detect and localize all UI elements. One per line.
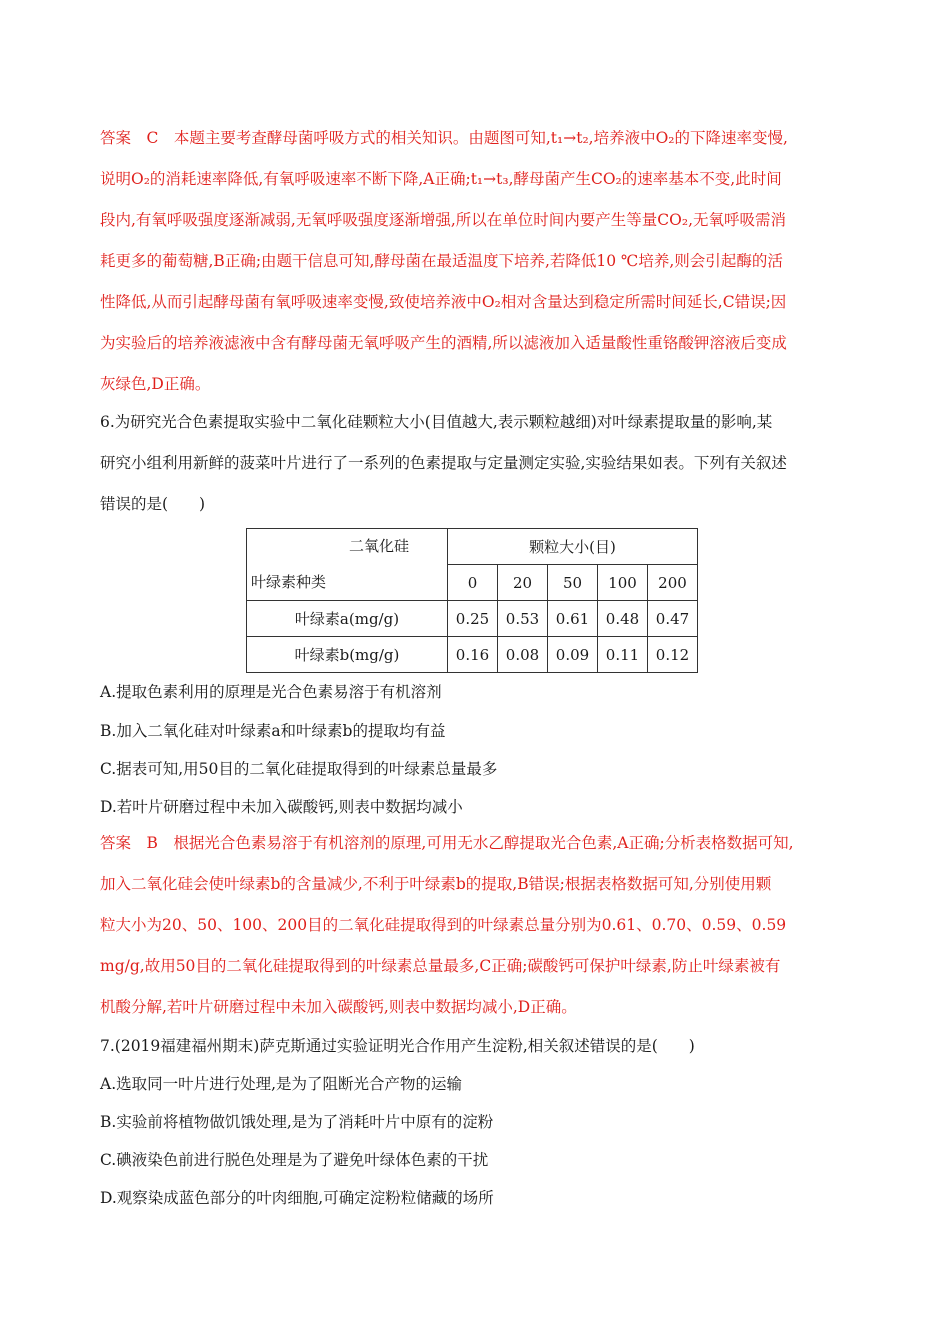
- question-7-option-d: D.观察染成蓝色部分的叶肉细胞,可确定淀粉粒储藏的场所: [100, 1189, 494, 1207]
- column-header: 200: [648, 565, 698, 601]
- question-6-stem-line: 错误的是( ): [100, 495, 206, 513]
- answer-6-line: 粒大小为20、50、100、200目的二氧化硅提取得到的叶绿素总量分别为0.61、0.70、0.59、0.59: [100, 916, 787, 934]
- corner-bottom-label: 叶绿素种类: [251, 573, 327, 591]
- question-6-option-b: B.加入二氧化硅对叶绿素a和叶绿素b的提取均有益: [100, 722, 446, 740]
- answer-6-line: 加入二氧化硅会使叶绿素b的含量减少,不利于叶绿素b的提取,B错误;根据表格数据可知,分别使用颗: [100, 875, 772, 893]
- answer-5-line: 耗更多的葡萄糖,B正确;由题干信息可知,酵母菌在最适温度下培养,若降低10 ℃培养,则会引起酶的活: [100, 252, 783, 270]
- table-cell: 0.11: [598, 637, 648, 673]
- column-header: 20: [498, 565, 548, 601]
- answer-6-line: 机酸分解,若叶片研磨过程中未加入碳酸钙,则表中数据均减小,D正确。: [100, 998, 577, 1016]
- answer-5-line: 灰绿色,D正确。: [100, 375, 211, 393]
- table-cell: 0.16: [448, 637, 498, 673]
- answer-6-line: mg/g,故用50目的二氧化硅提取得到的叶绿素总量最多,C正确;碳酸钙可保护叶绿素,防止叶绿素被有: [100, 957, 781, 975]
- row-header: 叶绿素a(mg/g): [247, 601, 448, 637]
- question-7-option-c: C.碘液染色前进行脱色处理是为了避免叶绿体色素的干扰: [100, 1151, 489, 1169]
- table-cell: 0.09: [548, 637, 598, 673]
- question-6-option-a: A.提取色素利用的原理是光合色素易溶于有机溶剂: [100, 683, 442, 701]
- table-row: [247, 637, 698, 673]
- answer-5-explanation: [100, 118, 860, 405]
- row-header: 叶绿素b(mg/g): [247, 637, 448, 673]
- column-header: 100: [598, 565, 648, 601]
- answer-5-line: 为实验后的培养液滤液中含有酵母菌无氧呼吸产生的酒精,所以滤液加入适量酸性重铬酸钾溶液后变成: [100, 334, 787, 352]
- question-6-stem-line: 6.为研究光合色素提取实验中二氧化硅颗粒大小(目值越大,表示颗粒越细)对叶绿素提取量的影响,某: [100, 413, 773, 431]
- question-7-option-a: A.选取同一叶片进行处理,是为了阻断光合产物的运输: [100, 1075, 463, 1093]
- table-row: [247, 601, 698, 637]
- table-cell: 0.47: [648, 601, 698, 637]
- answer-5-line: 性降低,从而引起酵母菌有氧呼吸速率变慢,致使培养液中O₂相对含量达到稳定所需时间延长,C错误;因: [100, 293, 787, 311]
- question-6-option-c: C.据表可知,用50目的二氧化硅提取得到的叶绿素总量最多: [100, 760, 498, 778]
- question-6-option-d: D.若叶片研磨过程中未加入碳酸钙,则表中数据均减小: [100, 798, 463, 816]
- table-cell: 0.53: [498, 601, 548, 637]
- column-header: 50: [548, 565, 598, 601]
- question-7-option-b: B.实验前将植物做饥饿处理,是为了消耗叶片中原有的淀粉: [100, 1113, 494, 1131]
- question-7-stem: 7.(2019福建福州期末)萨克斯通过实验证明光合作用产生淀粉,相关叙述错误的是( ): [100, 1037, 695, 1055]
- table-corner-cell: [247, 529, 448, 601]
- question-6-stem: [100, 402, 860, 525]
- column-header: 0: [448, 565, 498, 601]
- answer-5-line: 段内,有氧呼吸强度逐渐减弱,无氧呼吸强度逐渐增强,所以在单位时间内要产生等量CO₂,无氧呼吸需消: [100, 211, 786, 229]
- answer-6-line: 答案 B 根据光合色素易溶于有机溶剂的原理,可用无水乙醇提取光合色素,A正确;分析表格数据可知,: [100, 834, 794, 852]
- table-cell: 0.61: [548, 601, 598, 637]
- answer-5-line: 答案 C 本题主要考查酵母菌呼吸方式的相关知识。由题图可知,t₁→t₂,培养液中O₂的下降速率变慢,: [100, 129, 788, 147]
- question-6-stem-line: 研究小组利用新鲜的菠菜叶片进行了一系列的色素提取与定量测定实验,实验结果如表。下列有关叙述: [100, 454, 787, 472]
- table-cell: 0.08: [498, 637, 548, 673]
- particle-size-header: 颗粒大小(目): [448, 529, 698, 565]
- table-cell: 0.48: [598, 601, 648, 637]
- table-cell: 0.12: [648, 637, 698, 673]
- chlorophyll-extraction-table: [246, 528, 698, 673]
- answer-6-explanation: [100, 823, 860, 1028]
- corner-top-label: 二氧化硅: [348, 537, 409, 555]
- answer-5-line: 说明O₂的消耗速率降低,有氧呼吸速率不断下降,A正确;t₁→t₃,酵母菌产生CO₂的速率基本不变,此时间: [100, 170, 782, 188]
- table-cell: 0.25: [448, 601, 498, 637]
